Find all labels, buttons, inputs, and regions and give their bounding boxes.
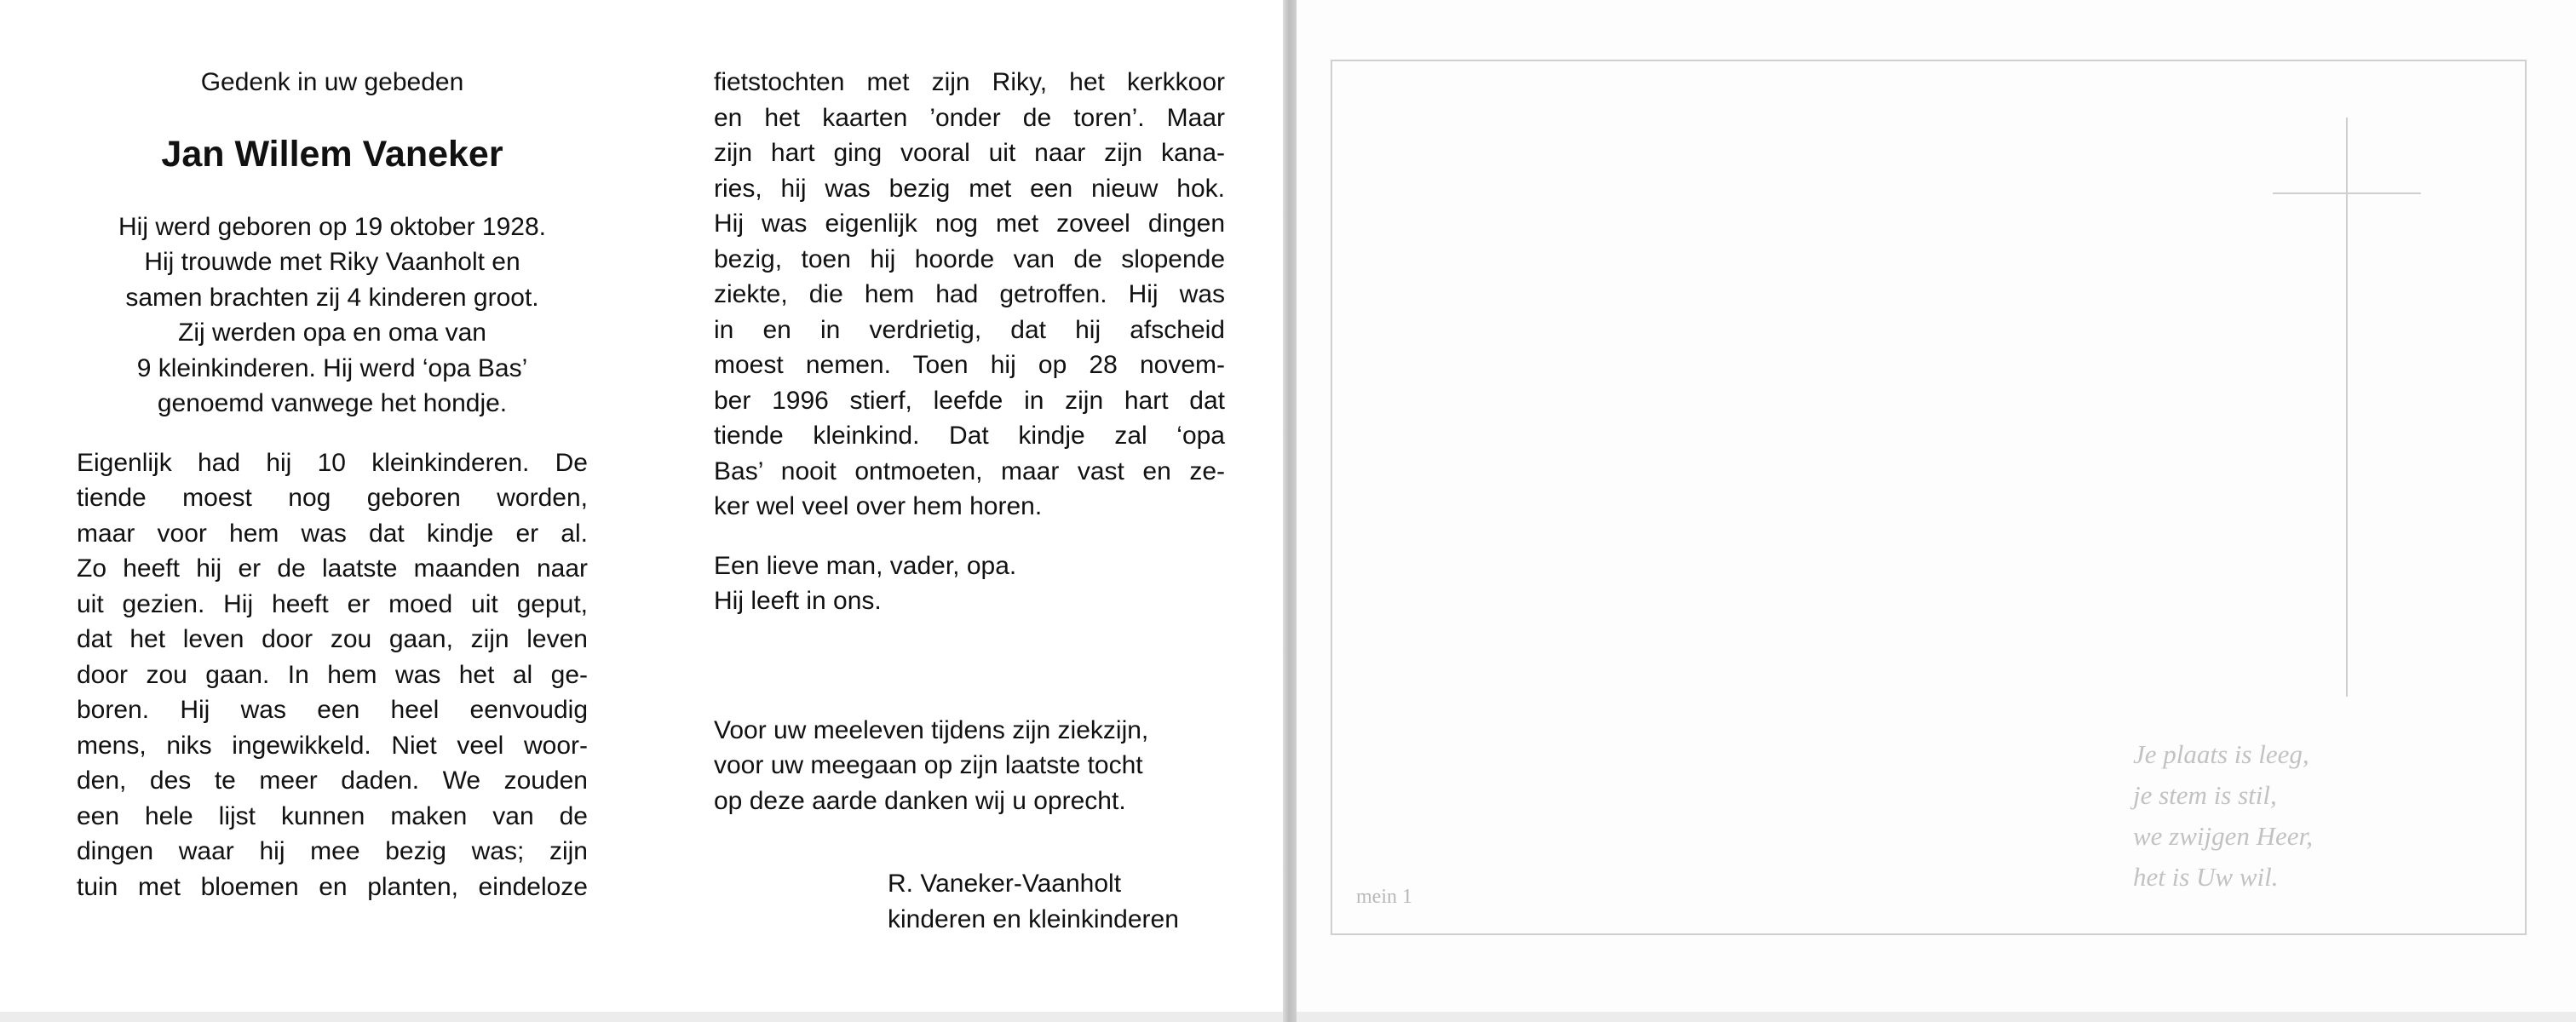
body-line: tuin met bloemen en planten, eindeloze: [77, 872, 588, 901]
body-line: fietstochten met zijn Riky, het kerkkoor: [714, 68, 1225, 96]
body-line: ker wel veel over hem horen.: [714, 492, 1043, 520]
intro-line: genoemd vanwege het hondje.: [157, 389, 508, 417]
body-line: bezig, toen hij hoorde van de slopende: [714, 244, 1225, 273]
body-line: den, des te meer daden. We zouden: [77, 766, 588, 795]
right-text-column: [714, 65, 1225, 818]
body-line: Hij was eigenlijk nog met zoveel dingen: [714, 210, 1225, 238]
body-line: uit gezien. Hij heeft er moed uit geput,: [77, 589, 588, 618]
deceased-name: Jan Willem Vaneker: [161, 133, 503, 175]
body-line: een hele lijst kunnen maken van de: [77, 801, 588, 830]
body-line: dat het leven door zou gaan, zijn leven: [77, 625, 588, 653]
body-line: tiende moest nog geboren worden,: [77, 484, 588, 512]
intro-line: Hij trouwde met Riky Vaanholt en: [144, 248, 520, 276]
greeting-line: Gedenk in uw gebeden: [200, 68, 464, 96]
closing-paragraph: [714, 548, 1225, 619]
body-line: ries, hij was bezig met een nieuw hok.: [714, 174, 1225, 203]
poem-line: we zwijgen Heer,: [2133, 821, 2313, 851]
closing-line: Hij leeft in ons.: [714, 587, 882, 615]
body-line: maar voor hem was dat kindje er al.: [77, 519, 588, 548]
body-line: moest nemen. Toen hij op 28 novem-: [714, 351, 1225, 379]
body-line: Eigenlijk had hij 10 kleinkinderen. De: [77, 448, 588, 477]
signature-line: kinderen en kleinkinderen: [888, 904, 1179, 933]
cross-icon-bar: [2273, 192, 2421, 194]
body-line: en het kaarten ’onder de toren’. Maar: [714, 103, 1225, 132]
card-fold-gap: [1283, 0, 1297, 1022]
body-line: zijn hart ging vooral uit naar zijn kana-: [714, 139, 1225, 167]
family-signature: [888, 866, 1179, 937]
thanks-line: voor uw meegaan op zijn laatste tocht: [714, 751, 1143, 779]
body-line: dingen waar hij mee bezig was; zijn: [77, 837, 588, 865]
body-line: door zou gaan. In hem was het al ge-: [77, 660, 588, 689]
intro-line: Hij werd geboren op 19 oktober 1928.: [118, 212, 546, 241]
body-line: Zo heeft hij er de laatste maanden naar: [77, 554, 588, 583]
body-line: ziekte, die hem had getroffen. Hij was: [714, 280, 1225, 308]
closing-line: Een lieve man, vader, opa.: [714, 551, 1017, 580]
body-line: ber 1996 stierf, leefde in zijn hart dat: [714, 386, 1225, 415]
poem-line: Je plaats is leeg,: [2133, 739, 2309, 769]
thanks-line: Voor uw meeleven tijdens zijn ziekzijn,: [714, 715, 1149, 744]
thanks-paragraph: [714, 713, 1225, 819]
body-line: mens, niks ingewikkeld. Niet veel woor-: [77, 731, 588, 760]
memorial-poem: [2133, 734, 2313, 898]
left-text-column: [77, 65, 588, 904]
body-line: boren. Hij was een heel eenvoudig: [77, 696, 588, 724]
intro-paragraph: [77, 210, 588, 422]
body-line: tiende kleinkind. Dat kindje zal ‘opa: [714, 422, 1225, 450]
cross-icon: [2346, 118, 2348, 697]
body-line: Bas’ nooit ontmoeten, maar vast en ze-: [714, 456, 1225, 485]
thanks-line: op deze aarde danken wij u oprecht.: [714, 786, 1126, 815]
intro-line: 9 kleinkinderen. Hij werd ‘opa Bas’: [136, 353, 528, 382]
intro-line: Zij werden opa en oma van: [178, 319, 486, 347]
poem-line: je stem is stil,: [2133, 780, 2277, 810]
body-line: in en in verdrietig, dat hij afscheid: [714, 315, 1225, 344]
body-paragraph-right: [714, 65, 1225, 525]
body-paragraph-left: [77, 445, 588, 905]
poem-line: het is Uw wil.: [2133, 862, 2279, 892]
intro-line: samen brachten zij 4 kinderen groot.: [125, 283, 539, 312]
signature-line: R. Vaneker-Vaanholt: [888, 870, 1122, 898]
card-reference-code: mein 1: [1356, 886, 1412, 908]
